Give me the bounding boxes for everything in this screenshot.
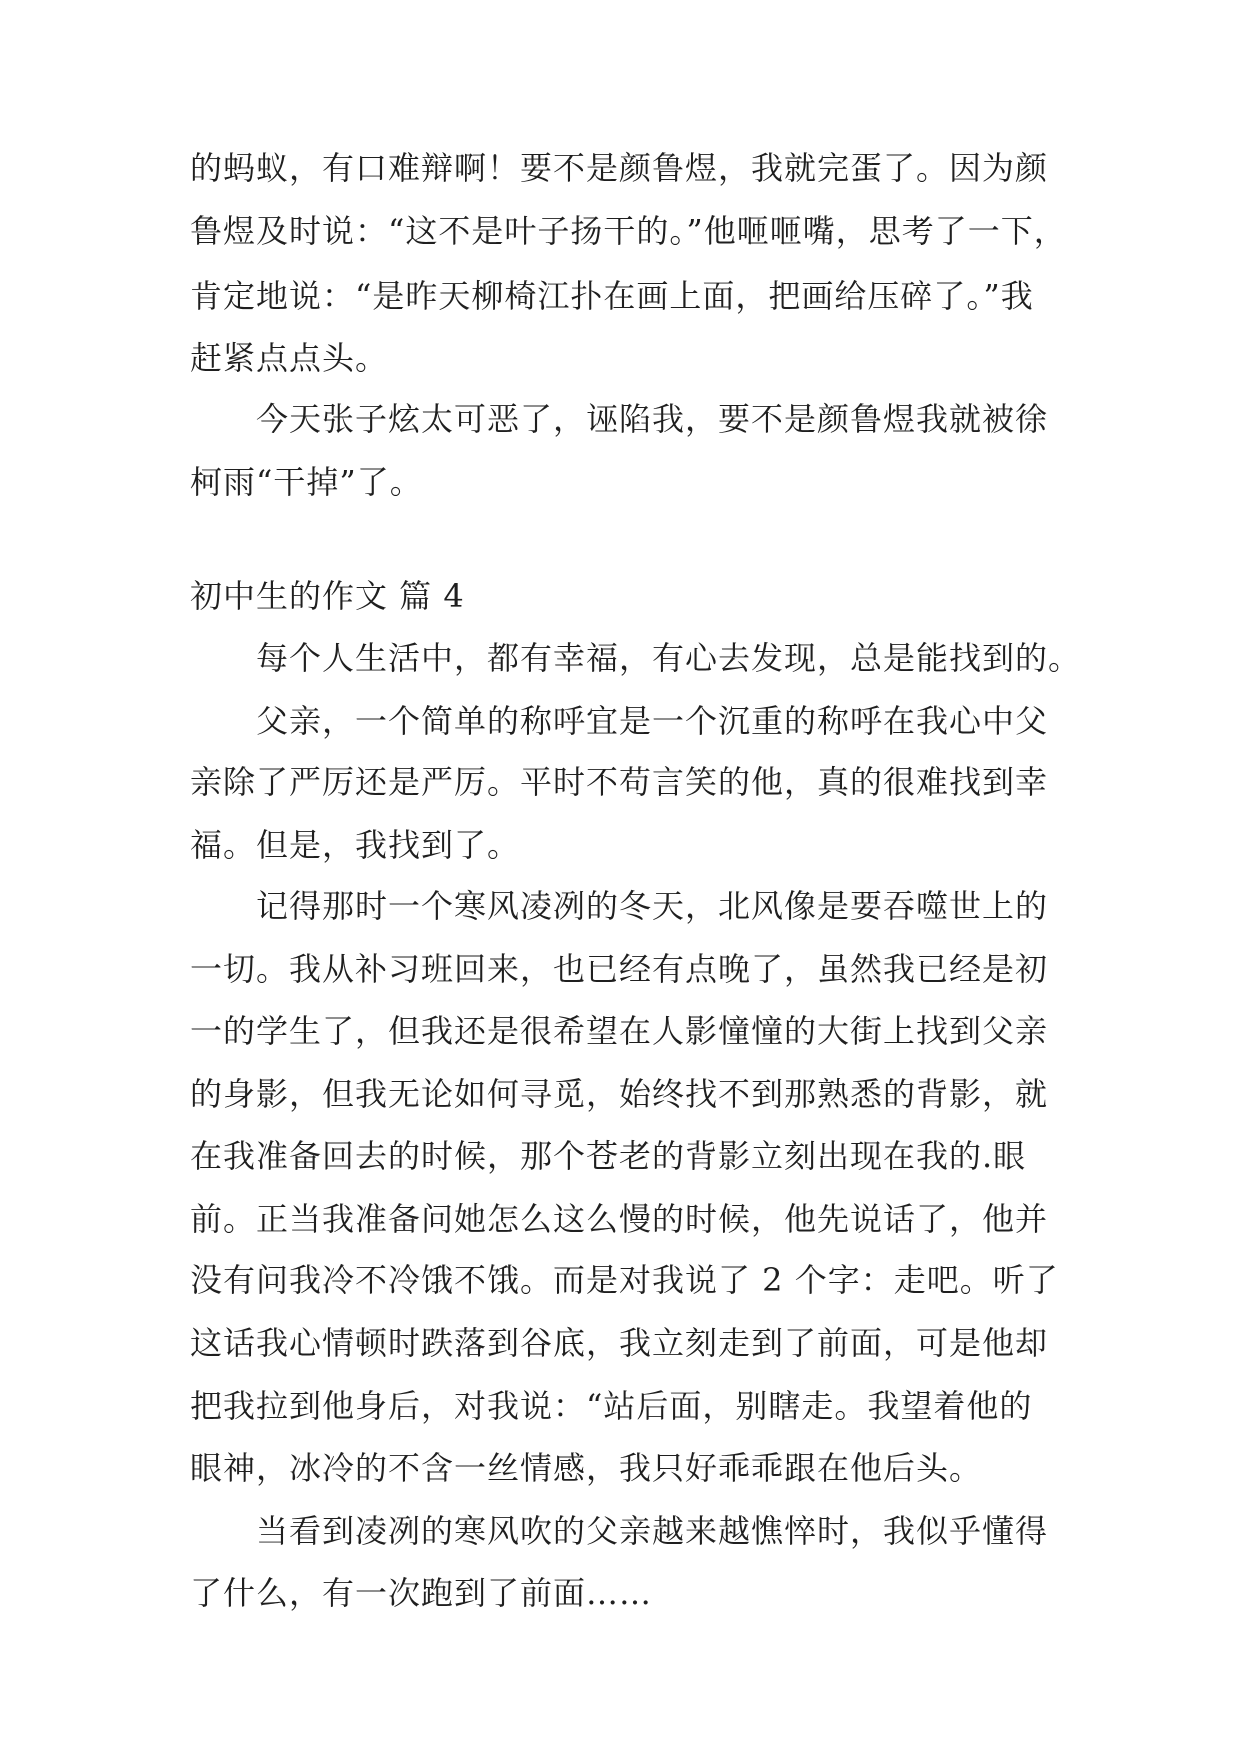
text-line: 没有问我冷不冷饿不饿。而是对我说了 2 个字：走吧。听了 [190, 1261, 1059, 1299]
text-line: 父亲，一个简单的称呼宜是一个沉重的称呼在我心中父 [256, 702, 1049, 740]
text-line: 今天张子炫太可恶了，诬陷我，要不是颜鲁煜我就被徐 [256, 400, 1049, 438]
section-heading: 初中生的作文 篇 4 [190, 577, 465, 615]
text-line: 在我准备回去的时候，那个苍老的背影立刻出现在我的.眼 [190, 1137, 1027, 1175]
text-line: 每个人生活中，都有幸福，有心去发现，总是能找到的。 [256, 639, 1082, 677]
text-line: 眼神，冰冷的不含一丝情感，我只好乖乖跟在他后头。 [190, 1449, 983, 1487]
text-line: 当看到凌冽的寒风吹的父亲越来越憔悴时，我似乎懂得 [256, 1512, 1049, 1550]
text-line: 记得那时一个寒风凌冽的冬天，北风像是要吞噬世上的 [256, 887, 1049, 925]
text-line: 赶紧点点头。 [190, 339, 389, 377]
text-line: 的身影，但我无论如何寻觅，始终找不到那熟悉的背影，就 [190, 1075, 1049, 1113]
text-line: 肯定地说：“是昨天柳椅江扑在画上面，把画给压碎了。”我 [190, 277, 1034, 315]
text-line: 福。但是，我找到了。 [190, 826, 521, 864]
text-line: 一的学生了，但我还是很希望在人影憧憧的大街上找到父亲 [190, 1012, 1049, 1050]
text-line: 一切。我从补习班回来，也已经有点晚了，虽然我已经是初 [190, 950, 1049, 988]
text-line: 鲁煜及时说：“这不是叶子扬干的。”他咂咂嘴，思考了一下， [190, 212, 1067, 250]
text-line: 了什么，有一次跑到了前面…… [190, 1574, 653, 1612]
text-line: 把我拉到他身后，对我说：“站后面，别瞎走。我望着他的 [190, 1387, 1033, 1425]
text-line: 的蚂蚁，有口难辩啊！要不是颜鲁煜，我就完蛋了。因为颜 [190, 149, 1049, 187]
text-line: 亲除了严厉还是严厉。平时不苟言笑的他，真的很难找到幸 [190, 763, 1049, 801]
text-line: 柯雨“干掉”了。 [190, 463, 423, 501]
text-line: 前。正当我准备问她怎么这么慢的时候，他先说话了，他并 [190, 1200, 1049, 1238]
text-line: 这话我心情顿时跌落到谷底，我立刻走到了前面，可是他却 [190, 1324, 1049, 1362]
